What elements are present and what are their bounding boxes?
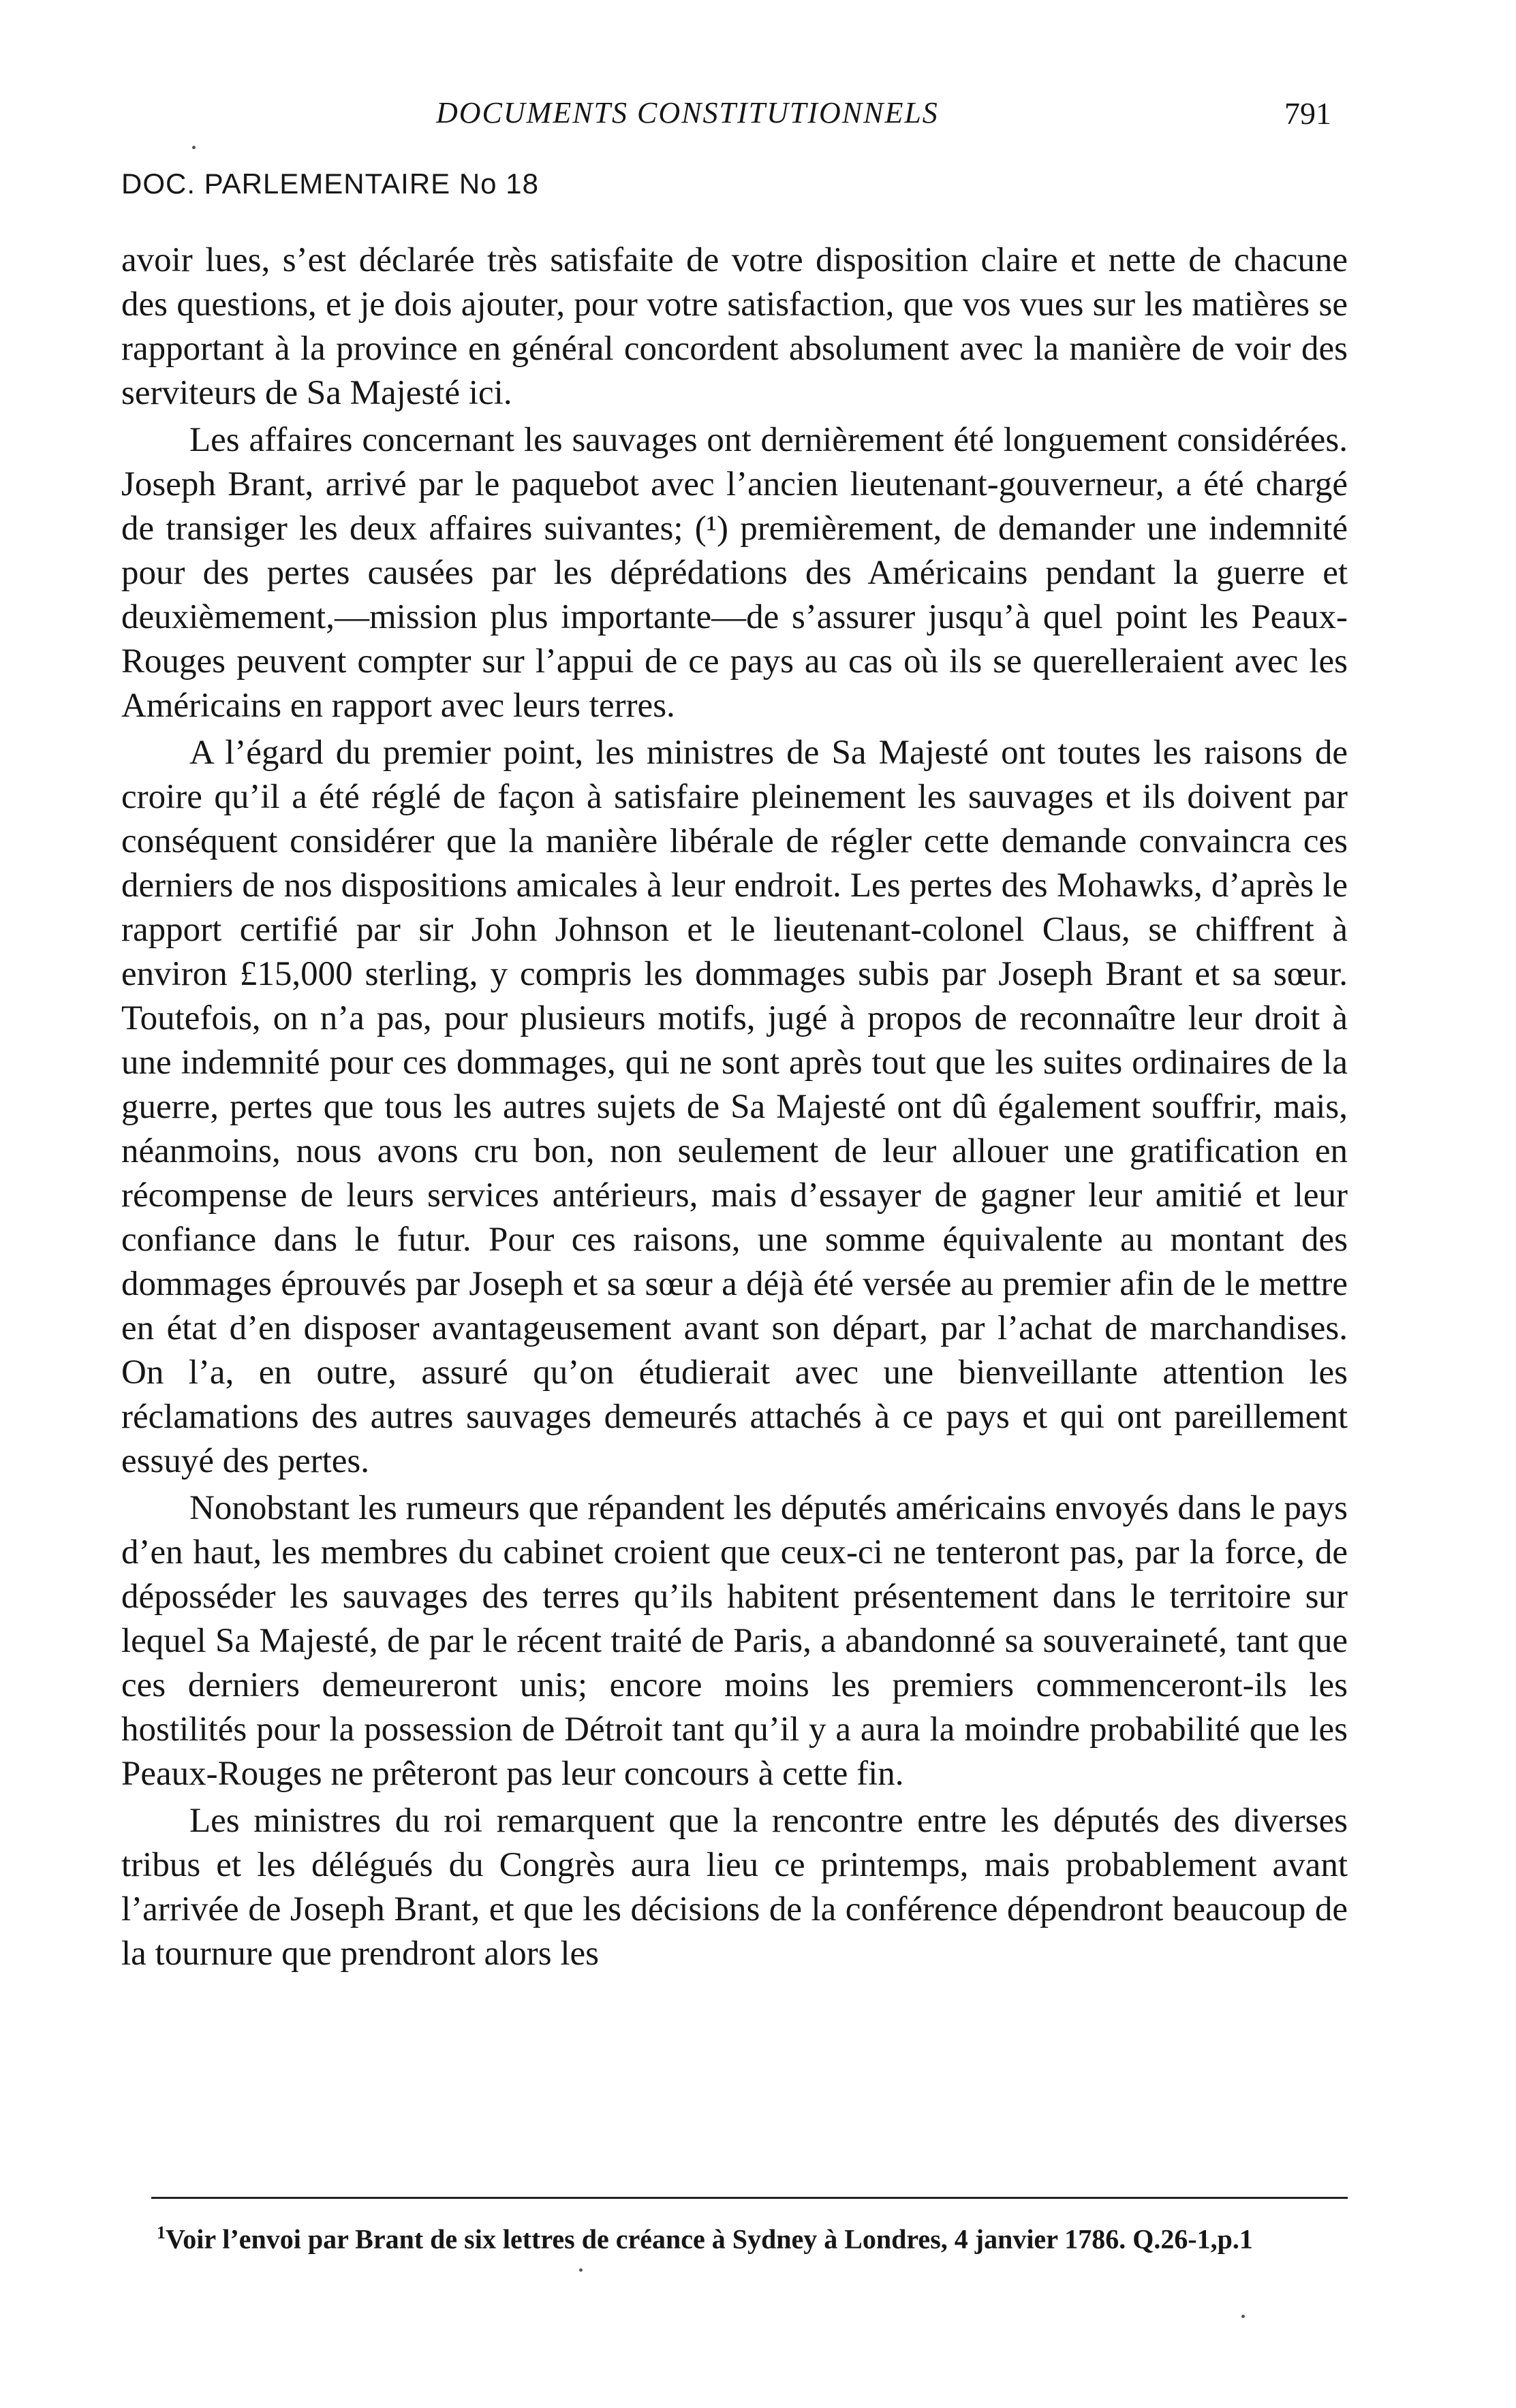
footnote-marker: 1 <box>157 2223 166 2242</box>
footnote-divider <box>151 2197 1348 2199</box>
running-title: DOCUMENTS CONSTITUTIONNELS <box>436 96 939 129</box>
print-speck <box>1241 2315 1245 2318</box>
paragraph-2: Les affaires concernant les sauvages ont dernièrement été longuement considérées. Joseph Brant, arrivé par le paquebot avec l’ancien lieutenant-gouverneur, a été chargé de transiger les deux affaires suivantes; (¹) premièrement, de demander une indemnité pour des pertes causées par les déprédations des Américains pendant la guerre et deuxièmement,—mission plus importante—de s’assurer jusqu’à quel point les Peaux-Rouges peuvent compter sur l’appui de ce pays au cas où ils se querelleraient avec les Américains en rapport avec leurs terres. <box>121 421 1348 725</box>
print-speck <box>579 2268 583 2272</box>
page-number: 791 <box>1284 96 1331 131</box>
paragraph-1: avoir lues, s’est déclarée très satisfaite de votre disposition claire et nette de chacune des questions, et je dois ajouter, pour votre satisfaction, que vos vues sur les matières se rapportant à la province en général concordent absolument avec la manière de voir des serviteurs de Sa Majesté ici. <box>121 241 1348 412</box>
paragraph-5: Les ministres du roi remarquent que la rencontre entre les députés des diverses tribus et les délégués du Congrès aura lieu ce printemps, mais probablement avant l’arrivée de Joseph Brant, et que les décisions de la conférence dépendront beaucoup de la tournure que prendront alors les <box>121 1802 1348 1973</box>
paragraph-3: A l’égard du premier point, les ministres de Sa Majesté ont toutes les raisons de croire qu’il a été réglé de façon à satisfaire pleinement les sauvages et ils doivent par conséquent considérer que la manière libérale de régler cette demande convaincra ces derniers de nos dispositions amicales à leur endroit. Les pertes des Mohawks, d’après le rapport certifié par sir John Johnson et le lieutenant-colonel Claus, se chiffrent à environ £15,000 sterling, y compris les dommages subis par Joseph Brant et sa sœur. Toutefois, on n’a pas, pour plusieurs motifs, jugé à propos de reconnaître leur droit à une indemnité pour ces dommages, qui ne sont après tout que les suites ordinaires de la guerre, pertes que tous les autres sujets de Sa Majesté ont dû également souffrir, mais, néanmoins, nous avons cru bon, non seulement de leur allouer une gratification en récompense de leurs services antérieurs, mais d’essayer de gagner leur amitié et leur confiance dans le futur. Pour ces raisons, une somme équivalente au montant des dommages éprouvés par Joseph et sa sœur a déjà été versée au premier afin de le mettre en état d’en disposer avantageusement avant son départ, par l’achat de marchandises. On l’a, en outre, assuré qu’on étudierait avec une bienveillante attention les réclamations des autres sauvages demeurés attachés à ce pays et qui ont pareillement essuyé des pertes. <box>121 734 1348 1480</box>
footnote <box>157 2215 1356 2257</box>
footnote-text: Voir l’envoi par Brant de six lettres de créance à Sydney à Londres, 4 janvier 1786. Q.26-1,p.1 <box>166 2223 1253 2255</box>
paragraph-4: Nonobstant les rumeurs que répandent les députés américains envoyés dans le pays d’en haut, les membres du cabinet croient que ceux-ci ne tenteront pas, par la force, de déposséder les sauvages des terres qu’ils habitent présentement dans le territoire sur lequel Sa Majesté, de par le récent traité de Paris, a abandonné sa souveraineté, tant que ces derniers demeureront unis; encore moins les premiers commenceront-ils les hostilités pour la possession de Détroit tant qu’il y a aura la moindre probabilité que les Peaux-Rouges ne prêteront pas leur concours à cette fin. <box>121 1489 1348 1793</box>
body-text <box>121 238 1348 1979</box>
print-speck <box>192 146 196 149</box>
document-reference: DOC. PARLEMENTAIRE No 18 <box>121 168 539 200</box>
